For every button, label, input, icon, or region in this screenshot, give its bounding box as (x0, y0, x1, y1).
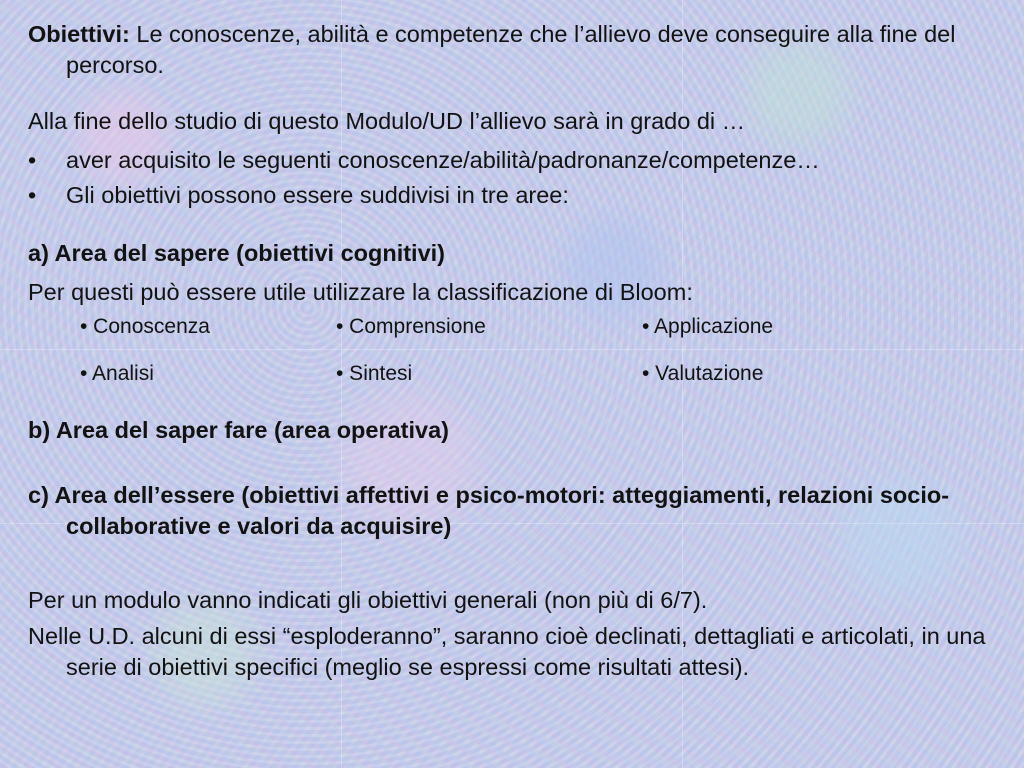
area-b-text: b) Area del saper fare (area operativa) (28, 417, 450, 443)
bloom-item-sintesi: • Sintesi (336, 362, 413, 385)
specific-objectives-paragraph: Nelle U.D. alcuni di essi “esploderanno”, saranno cioè declinati, dettagliati e articolati, in una serie di obiettivi specifici (meglio se espressi come risultati attesi). (28, 623, 986, 680)
bloom-intro: Per questi può essere utile utilizzare la classificazione di Bloom: (28, 279, 693, 305)
bullet-text: Gli obiettivi possono essere suddivisi in tre aree: (66, 182, 569, 208)
area-c-text: c) Area dell’essere (obiettivi affettivi e psico-motori: atteggiamenti, relazioni socio-collaborative e valori da acquisire) (28, 482, 950, 539)
area-b-heading (28, 415, 996, 446)
general-objectives-line: Per un modulo vanno indicati gli obiettivi generali (non più di 6/7). (28, 587, 708, 613)
bullet-icon: • (28, 147, 37, 173)
area-a-text: a) Area del sapere (obiettivi cognitivi) (28, 240, 446, 266)
area-a-heading (28, 238, 996, 269)
bloom-item-valutazione: • Valutazione (642, 362, 764, 385)
bloom-item-analisi: • Analisi (80, 362, 154, 385)
bullet-icon: • (28, 182, 37, 208)
bullet-text: aver acquisito le seguenti conoscenze/abilità/padronanze/competenze… (66, 147, 820, 173)
bloom-item-conoscenza: • Conoscenza (80, 315, 210, 338)
bloom-item-applicazione: • Applicazione (642, 315, 774, 338)
area-c-heading (28, 480, 986, 542)
intro-line: Alla fine dello studio di questo Modulo/UD l’allievo sarà in grado di … (28, 108, 746, 134)
objectives-label: Obiettivi: (28, 21, 130, 47)
bloom-item-comprensione: • Comprensione (336, 315, 486, 338)
objectives-paragraph (28, 19, 1024, 81)
objectives-text: Le conoscenze, abilità e competenze che l’allievo deve conseguire alla fine del percorso. (66, 21, 956, 78)
